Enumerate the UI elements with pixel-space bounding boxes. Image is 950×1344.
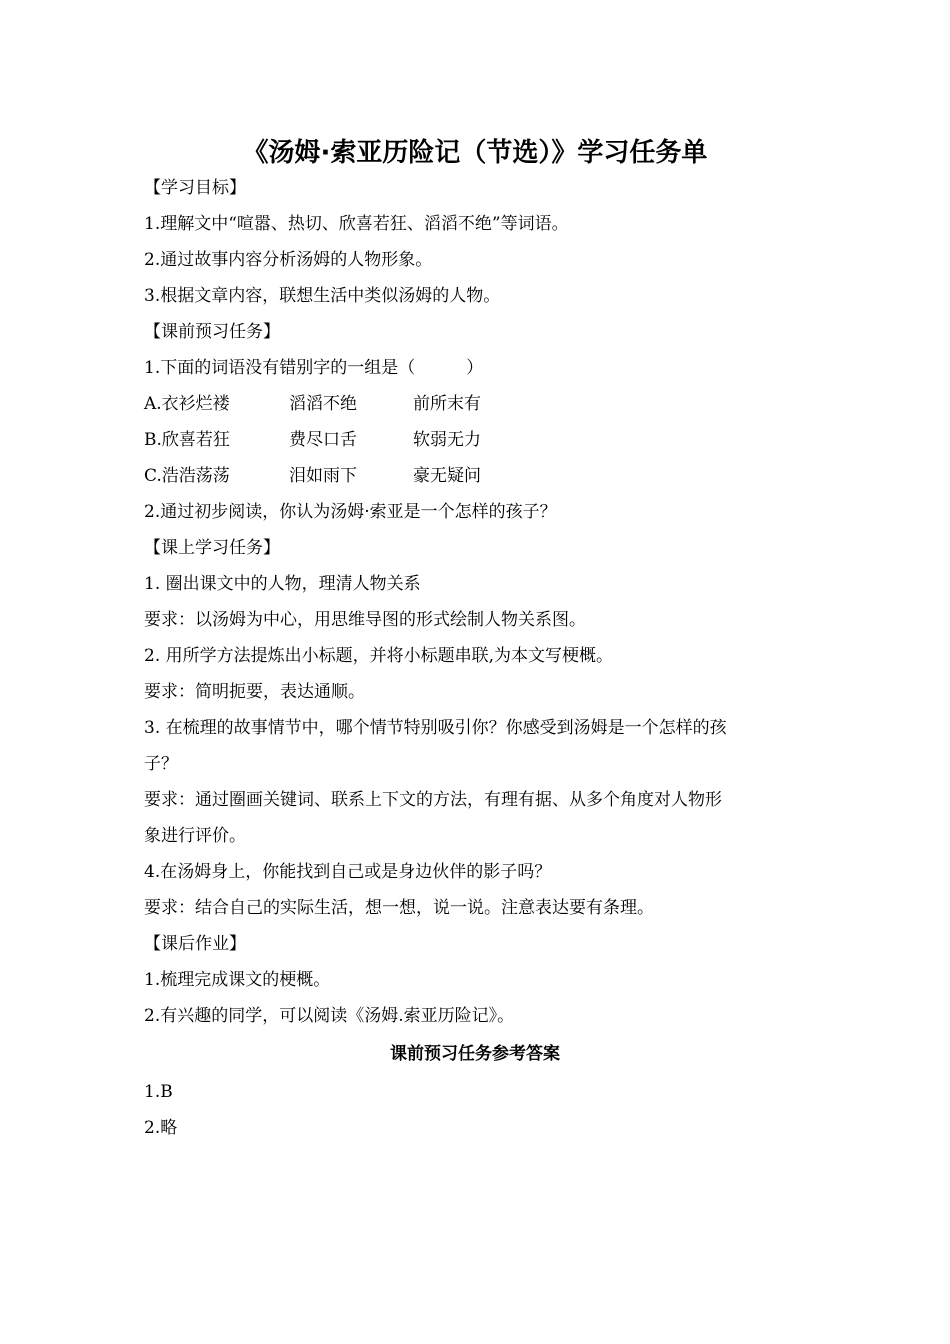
goal-item: 2.通过故事内容分析汤姆的人物形象。 — [144, 250, 433, 270]
option-word: C.浩浩荡荡 — [144, 466, 230, 486]
option-word: 滔滔不绝 — [289, 394, 357, 414]
section-header-goals: 【学习目标】 — [144, 178, 246, 198]
class-requirement-4: 要求：结合自己的实际生活，想一想，说一说。注意表达要有条理。 — [144, 898, 654, 918]
option-row-b — [144, 422, 814, 458]
class-requirement-1: 要求：以汤姆为中心，用思维导图的形式绘制人物关系图。 — [144, 610, 586, 630]
goal-item: 3.根据文章内容，联想生活中类似汤姆的人物。 — [144, 286, 501, 306]
class-task-1: 1. 圈出课文中的人物，理清人物关系 — [144, 574, 421, 594]
class-task-4: 4.在汤姆身上，你能找到自己或是身边伙伴的影子吗？ — [144, 862, 552, 882]
homework-item: 1.梳理完成课文的梗概。 — [144, 970, 331, 990]
option-word: A.衣衫烂褛 — [144, 394, 230, 414]
preview-question-2: 2.通过初步阅读，你认为汤姆·索亚是一个怎样的孩子？ — [144, 502, 557, 522]
class-requirement-3-cont: 象进行评价。 — [144, 826, 246, 846]
class-task-2: 2. 用所学方法提炼出小标题，并将小标题串联,为本文写梗概。 — [144, 646, 614, 666]
option-word: 前所末有 — [413, 394, 481, 414]
answer-item: 2.略 — [144, 1118, 178, 1138]
document-body — [144, 170, 814, 1146]
answers-title: 课前预习任务参考答案 — [390, 1044, 560, 1064]
section-header-class: 【课上学习任务】 — [144, 538, 280, 558]
option-word: B.欣喜若狂 — [144, 430, 230, 450]
option-word: 软弱无力 — [413, 430, 481, 450]
homework-item: 2.有兴趣的同学，可以阅读《汤姆.索亚历险记》。 — [144, 1006, 515, 1026]
class-requirement-3: 要求：通过圈画关键词、联系上下文的方法，有理有据、从多个角度对人物形 — [144, 790, 722, 810]
section-header-homework: 【课后作业】 — [144, 934, 246, 954]
class-task-3-cont: 子？ — [144, 754, 178, 774]
option-row-a — [144, 386, 814, 422]
option-word: 费尽口舌 — [289, 430, 357, 450]
option-word: 豪无疑问 — [413, 466, 481, 486]
section-header-preview: 【课前预习任务】 — [144, 322, 280, 342]
page-title: 《汤姆·索亚历险记（节选）》学习任务单 — [242, 138, 708, 168]
class-requirement-2: 要求：简明扼要，表达通顺。 — [144, 682, 365, 702]
option-row-c — [144, 458, 814, 494]
goal-item: 1.理解文中“喧嚣、热切、欣喜若狂、滔滔不绝”等词语。 — [144, 214, 569, 234]
option-word: 泪如雨下 — [289, 466, 357, 486]
answer-item: 1.B — [144, 1082, 173, 1102]
preview-question-1: 1.下面的词语没有错别字的一组是（ ） — [144, 358, 484, 378]
class-task-3: 3. 在梳理的故事情节中，哪个情节特别吸引你？你感受到汤姆是一个怎样的孩 — [144, 718, 727, 738]
